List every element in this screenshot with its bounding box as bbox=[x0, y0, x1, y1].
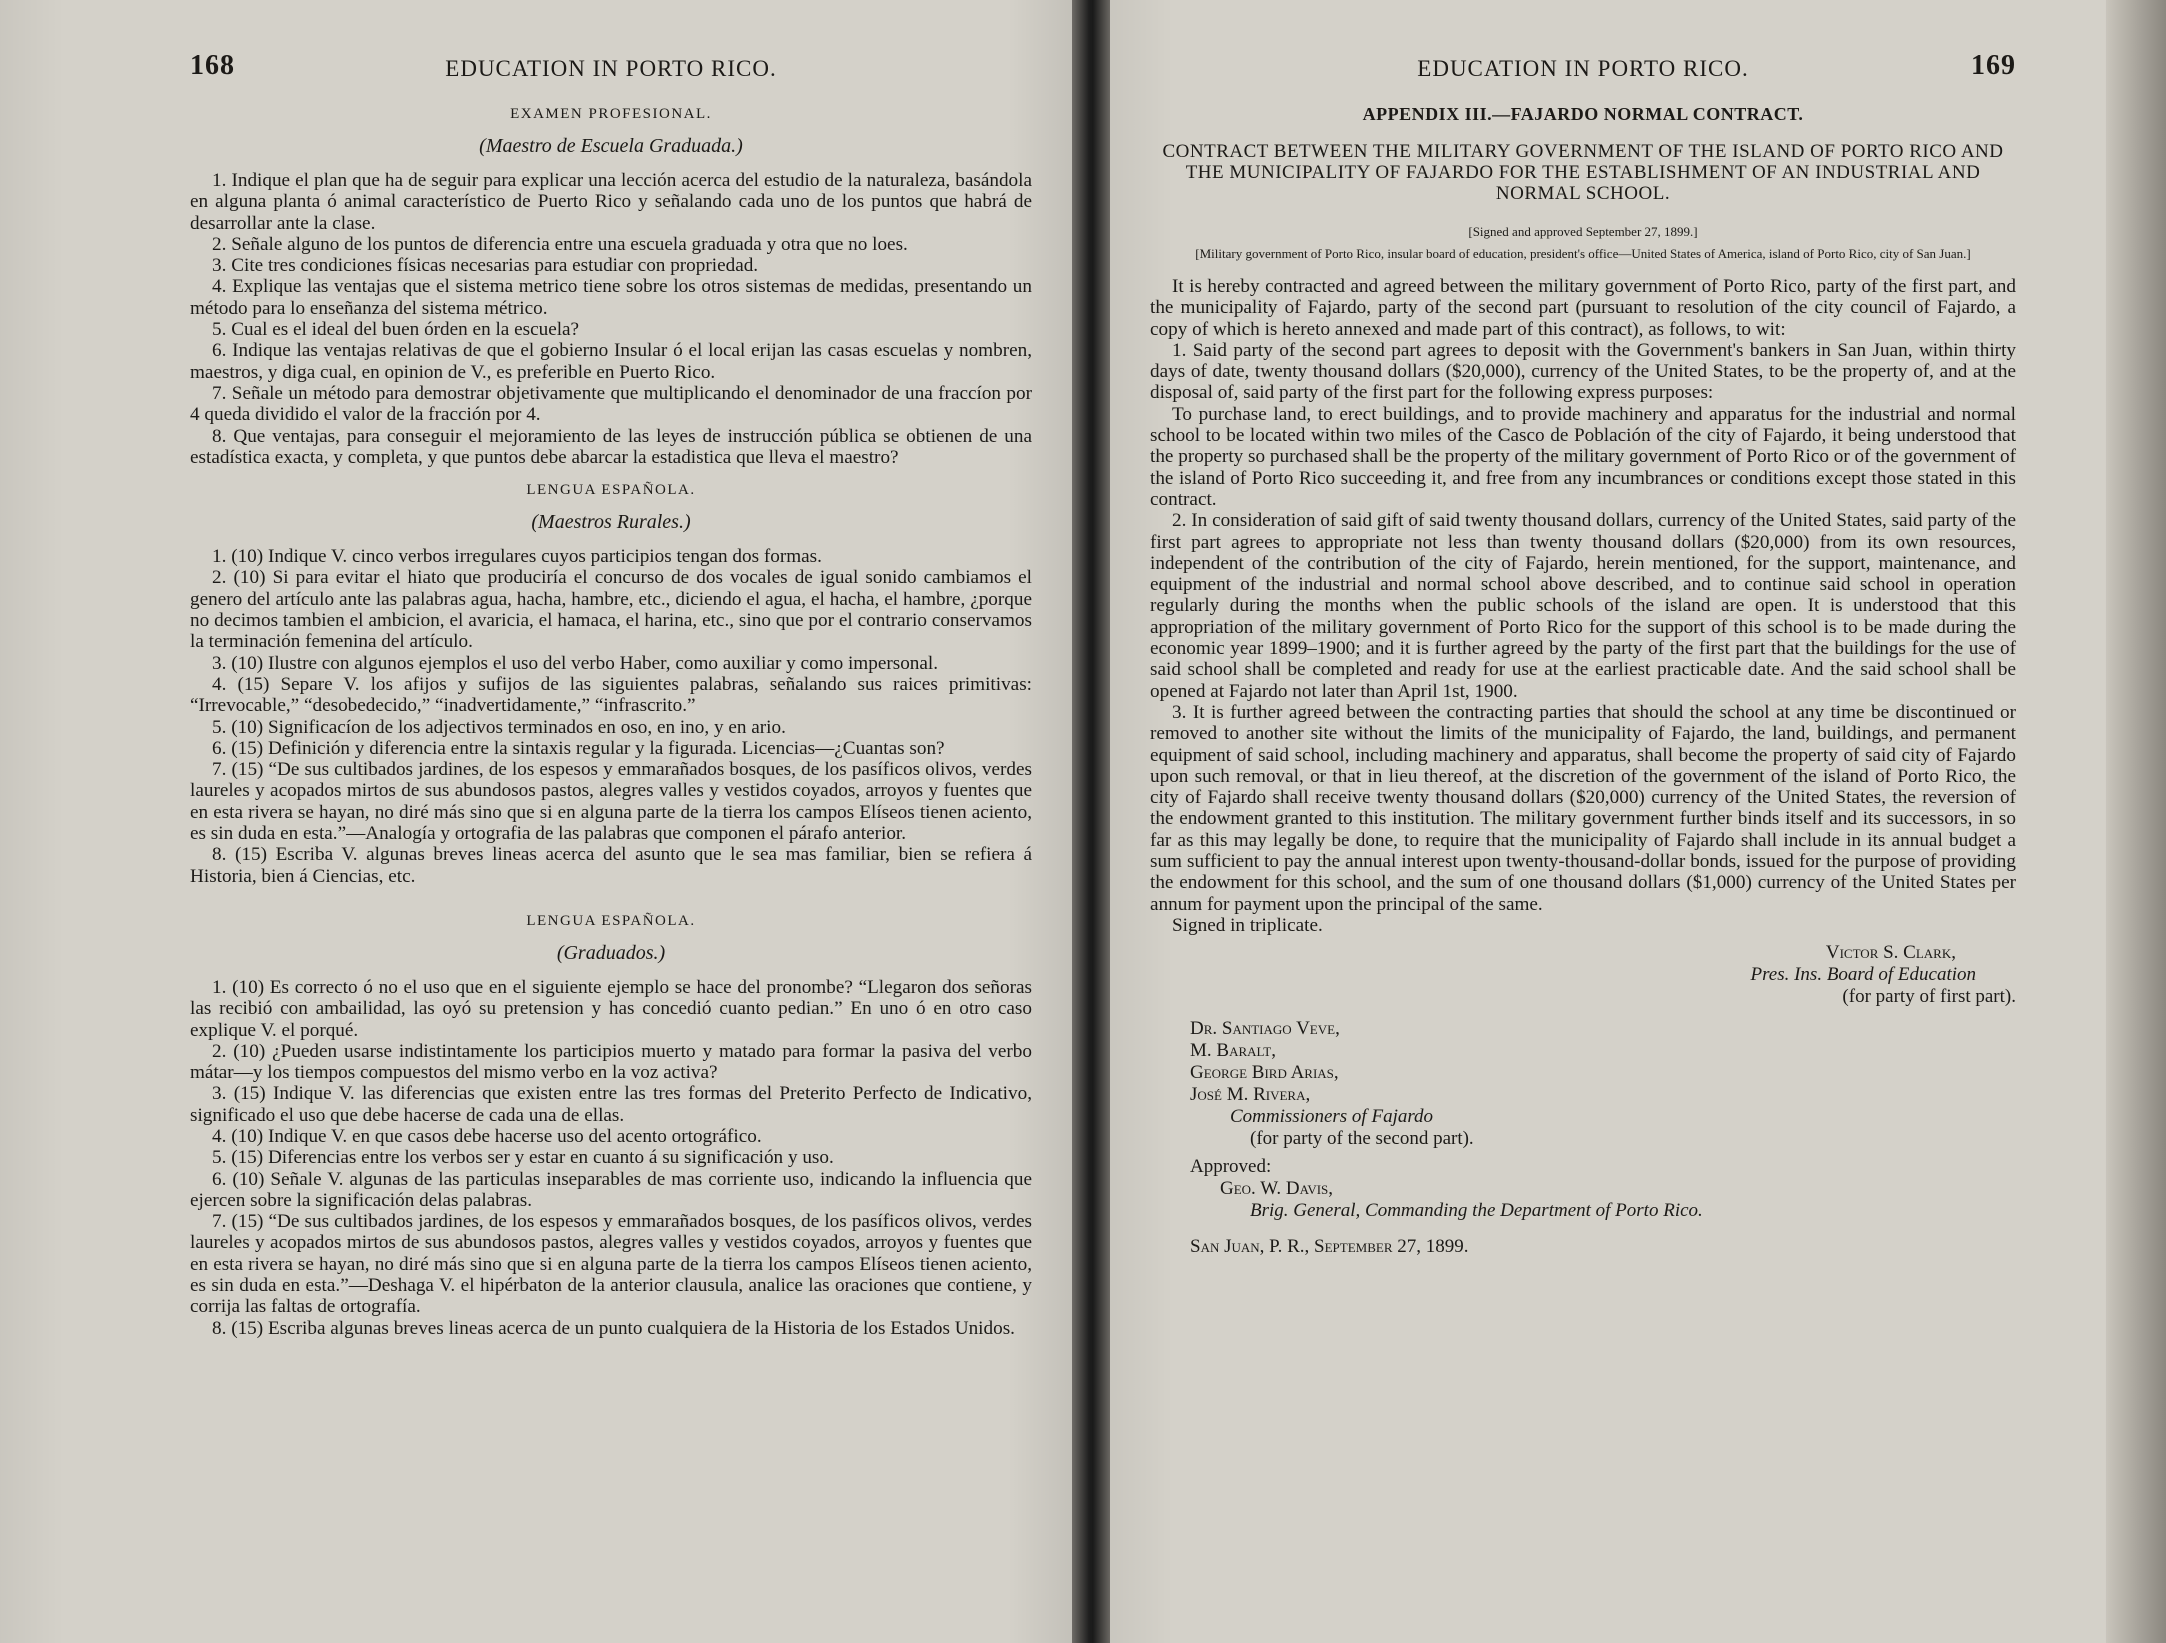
signatory-title: Pres. Ins. Board of Education bbox=[1750, 964, 1976, 986]
question-item: 5. (10) Significacíon de los adjectivos terminados en oso, en ino, y en ario. bbox=[212, 716, 786, 738]
contract-paragraph: 3. It is further agreed between the contracting parties that should the school at any time be discontinued or removed to another site without the limits of the municipality of Fajardo, the land, buildings, and permanent equipment of said school, including machinery and apparatus, shall become the property of said city of Fajardo upon such removal, or that in lieu thereof, at the discretion of the government of the island of Porto Rico, the city of Fajardo shall receive twenty thousand dollars ($20,000) currency of the United States, the reversion of the endowment granted to this institution. The military government further binds itself and its successors, in so far as this may legally be done, to require that the municipality of Fajardo shall include in its annual budget a sum sufficient to pay the annual interest upon twenty-thousand-dollar bonds, issued for the purpose of providing the endowment for this school, and the sum of one thousand dollars ($1,000) currency of the United States per annum for payment upon the principal of the same. bbox=[1150, 701, 2016, 915]
signed-triplicate: Signed in triplicate. bbox=[1172, 914, 1323, 936]
question-item: 1. (10) Indique V. cinco verbos irregulares cuyos participios tengan dos formas. bbox=[212, 546, 822, 568]
question-item: 4. Explique las ventajas que el sistema metrico tiene sobre los otros sistemas de medidas, presentando un método para lo enseñanza del sistema métrico. bbox=[190, 276, 1032, 319]
examen-question-list bbox=[190, 170, 1032, 468]
section-subheading-graduados: (Graduados.) bbox=[556, 941, 666, 964]
question-item: 6. (15) Definición y diferencia entre la sintaxis regular y la figurada. Licencias—¿Cuantas son? bbox=[212, 737, 945, 759]
question-item: 3. Cite tres condiciones físicas necesarias para estudiar con propriedad. bbox=[212, 255, 759, 277]
approver-name: Geo. W. Davis, bbox=[1220, 1178, 1334, 1200]
question-item: 3. (15) Indique V. las diferencias que existen entre las tres formas del Preterito Perfecto de Indicativo, significado el uso que debe hacerse de cada una de ellas. bbox=[190, 1083, 1032, 1126]
signatory-party: (for party of first part). bbox=[1842, 986, 2016, 1008]
right-page bbox=[1110, 0, 2166, 1643]
rurales-question-list bbox=[190, 546, 1032, 887]
contract-body bbox=[1150, 276, 2016, 936]
page-number-right: 169 bbox=[1971, 50, 2016, 81]
signatory-title: Commissioners of Fajardo bbox=[1230, 1106, 1434, 1128]
contract-paragraph: To purchase land, to erect buildings, and to provide machinery and apparatus for the industrial and normal school to be located within two miles of the Casco de Población of the city of Fajardo, it being understood that the property so purchased shall be the property of the military government of Porto Rico or of the government of the island of Porto Rico succeeding it, and free from any incumbrances or conditions except those stated in this contract. bbox=[1150, 403, 2016, 510]
signed-note: [Signed and approved September 27, 1899.] bbox=[1468, 224, 1698, 239]
contract-paragraph: It is hereby contracted and agreed between the military government of Porto Rico, party of the first part, and the municipality of Fajardo, party of the second part (pursuant to resolution of the city council of Fajardo, a copy of which is hereto annexed and made part of this contract), as follows, to wit: bbox=[1150, 276, 2016, 340]
left-page bbox=[0, 0, 1072, 1643]
question-item: 2. Señale alguno de los puntos de diferencia entre una escuela graduada y otra que no loes. bbox=[212, 233, 908, 255]
contract-paragraph: 2. In consideration of said gift of said twenty thousand dollars, currency of the United States, said party of the first part agrees to appropriate not less than twenty thousand dollars ($20,000) from its own resources, independent of the contribution of the city of Fajardo, herein mentioned, for the support, maintenance, and equipment of the industrial and normal school above described, and to continue said school in operation regularly during the months when the public schools of the island are open. It is understood that this appropriation of the military government of Porto Rico for the support of this school is to be made during the economic year 1899–1900; and it is further agreed by the party of the first part that the buildings for the use of said school shall be completed and ready for use at the earliest practicable date. And the said school shall be opened at Fajardo not later than April 1st, 1900. bbox=[1150, 510, 2016, 702]
question-item: 1. Indique el plan que ha de seguir para explicar una lección acerca del estudio de la naturaleza, basándola en alguna planta ó animal característico de Puerto Rico y señalando cada uno de los puntos que habrá de desarrollar ante la clase. bbox=[190, 170, 1032, 234]
question-item: 7. (15) “De sus cultibados jardines, de los espesos y emmarañados bosques, de los pasíficos olivos, verdes laureles y acopados mirtos de sus abundosos pastos, alegres valles y vestidos coyados, arroyos y fuentes que en esta rivera se hayan, no diré más sino que si en alguna parte de la tierra los campos Elíseos tienen aciento, es sin duda en esta.”—Deshaga V. el hipérbaton de la anterior clausula, analice las oraciones que contiene, y corrija las faltas de ortografía. bbox=[190, 1211, 1032, 1318]
signatory-name: M. Baralt, bbox=[1190, 1040, 1276, 1062]
section-subheading-rurales: (Maestros Rurales.) bbox=[531, 511, 691, 534]
question-item: 8. Que ventajas, para conseguir el mejoramiento de las leyes de instrucción pública se obtienen de una estadística exacta, y completa, y que puntos debe abarcar la estadistica que lleva el maestro? bbox=[190, 425, 1032, 468]
approver-title: Brig. General, Commanding the Department of Porto Rico. bbox=[1250, 1200, 1703, 1222]
section-heading-lengua-graduados: LENGUA ESPAÑOLA. bbox=[526, 912, 696, 929]
signatory-name: Victor S. Clark, bbox=[1825, 942, 1956, 964]
question-item: 2. (10) ¿Pueden usarse indistintamente los participios muerto y matado para formar la pasiva del verbo mátar—y los tiempos compuestos del mismo verbo en la voz activa? bbox=[190, 1040, 1032, 1084]
question-item: 4. (15) Separe V. los afijos y sufijos de las siguientes palabras, señalando sus raices primitivas: “Irrevocable,” “desobedecido,” “inadvertidamente,” “infrascrito.” bbox=[190, 673, 1032, 717]
graduados-question-list bbox=[190, 977, 1032, 1339]
contract-title: CONTRACT BETWEEN THE MILITARY GOVERNMENT OF THE ISLAND OF PORTO RICO AND THE MUNICIPALITY OF FAJARDO FOR THE ESTABLISHMENT OF AN INDUSTRIAL AND NORMAL SCHOOL. bbox=[1162, 141, 2004, 204]
question-item: 5. Cual es el ideal del buen órden en la escuela? bbox=[212, 319, 580, 341]
contract-paragraph: 1. Said party of the second part agrees to deposit with the Government's bankers in San Juan, within thirty days of date, twenty thousand dollars ($20,000), currency of the United States, to be the property of, and at the disposal of, said party of the first part for the following express purposes: bbox=[1150, 339, 2016, 404]
bracket-note: [Military government of Porto Rico, insular board of education, president's office—United States of America, island of Porto Rico, city of San Juan.] bbox=[1195, 246, 1971, 261]
question-item: 7. Señale un método para demostrar objetivamente que multiplicando el denominador de una fraccíon por 4 queda dividido el valor de la fracción por 4. bbox=[190, 382, 1032, 426]
section-heading-lengua-rurales: LENGUA ESPAÑOLA. bbox=[526, 482, 696, 499]
question-item: 6. Indique las ventajas relativas de que el gobierno Insular ó el local erijan las casas escuelas y nombren, maestros, y diga cual, en opinion de V., es preferible en Puerto Rico. bbox=[190, 340, 1032, 383]
question-item: 2. (10) Si para evitar el hiato que produciría el concurso de dos vocales de igual sonido cambiamos el genero del artículo ante las palabras agua, hacha, hambre, etc., diciendo el agua, el hacha, el hambre, ¿porque no decimos tambien el ambicion, el avaricia, el hamaca, el harina, etc., sino que por el contrario conservamos la terminación femenina del artículo. bbox=[190, 567, 1032, 653]
question-item: 1. (10) Es correcto ó no el uso que en el siguiente ejemplo se hace del pronombe? “Llegaron dos señoras las recibió con ambailidad, las oyó su pretension y has concedió cuanto pedian.” En uno ó en otro caso explique V. el porqué. bbox=[190, 976, 1032, 1041]
question-item: 3. (10) Ilustre con algunos ejemplos el uso del verbo Haber, como auxiliar y como impersonal. bbox=[212, 652, 939, 674]
question-item: 4. (10) Indique V. en que casos debe hacerse uso del acento ortográfico. bbox=[212, 1125, 762, 1147]
question-item: 6. (10) Señale V. algunas de las particulas inseparables de mas corriente uso, indicando la influencia que ejercen sobre la significación delas palabras. bbox=[190, 1168, 1032, 1211]
approved-label: Approved: bbox=[1190, 1156, 1272, 1178]
question-item: 8. (15) Escriba V. algunas breves lineas acerca del asunto que le sea mas familiar, bien se refiera á Historia, bien á Ciencias, etc. bbox=[190, 844, 1032, 887]
running-head-left bbox=[190, 50, 1032, 92]
running-head-right bbox=[1150, 50, 2016, 92]
first-party-signature bbox=[1150, 942, 2016, 1008]
section-subheading-maestro: (Maestro de Escuela Graduada.) bbox=[479, 135, 743, 157]
signatory-name: Dr. Santiago Veve, bbox=[1190, 1018, 1340, 1040]
running-head-title: EDUCATION IN PORTO RICO. bbox=[445, 56, 777, 81]
question-item: 5. (15) Diferencias entre los verbos ser y estar en cuanto á su significación y uso. bbox=[212, 1147, 834, 1169]
book-gutter bbox=[1072, 0, 1110, 1643]
appendix-heading: APPENDIX III.—FAJARDO NORMAL CONTRACT. bbox=[1362, 104, 1804, 124]
question-item: 7. (15) “De sus cultibados jardines, de los espesos y emmarañados bosques, de los pasíficos olivos, verdes laureles y acopados mirtos de sus abundosos pastos, alegres valles y vestidos coyados, arroyos y fuentes que en esta rivera se hayan, no diré más sino que si en alguna parte de la tierra los campos Elíseos tienen aciento, es sin duda en esta.”—Analogía y ortografia de las palabras que componen el párafo anterior. bbox=[190, 759, 1032, 845]
signatory-party: (for party of the second part). bbox=[1250, 1128, 1474, 1150]
section-heading-examen: EXAMEN PROFESIONAL. bbox=[510, 106, 712, 122]
book-edge-right bbox=[2106, 0, 2166, 1643]
signatory-name: George Bird Arias, bbox=[1190, 1062, 1339, 1084]
place-and-date: San Juan, P. R., September 27, 1899. bbox=[1190, 1236, 1469, 1258]
second-party-signature bbox=[1150, 1018, 2016, 1150]
page-number-left: 168 bbox=[190, 50, 235, 81]
approval-block bbox=[1150, 1156, 2016, 1222]
signatory-name: José M. Rivera, bbox=[1190, 1084, 1311, 1106]
running-head-title: EDUCATION IN PORTO RICO. bbox=[1417, 56, 1749, 81]
question-item: 8. (15) Escriba algunas breves lineas acerca de un punto cualquiera de la Historia de los Estados Unidos. bbox=[212, 1317, 1015, 1339]
